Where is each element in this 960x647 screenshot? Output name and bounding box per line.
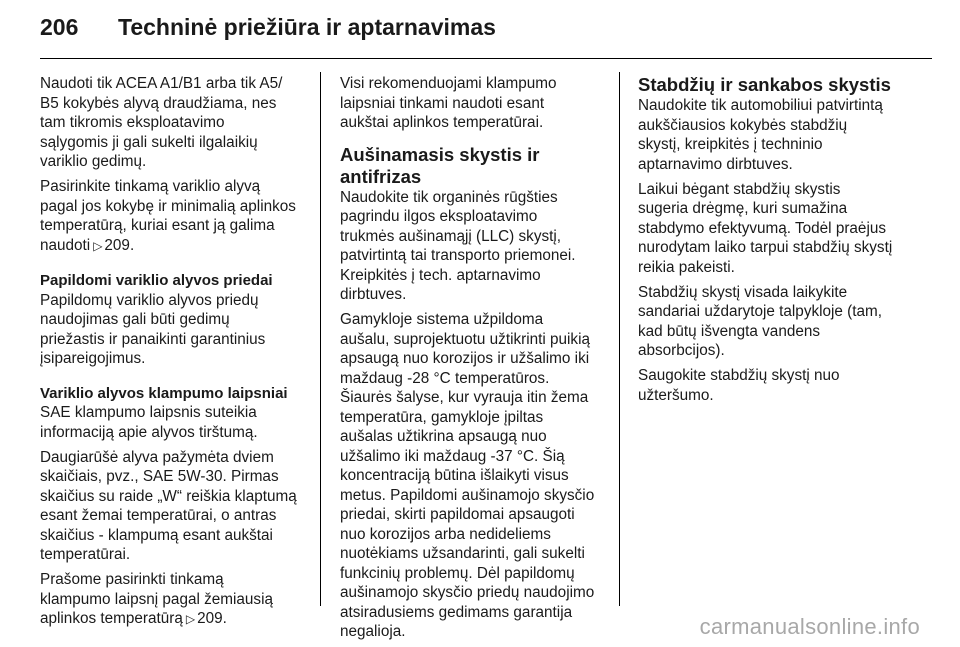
page-reference-link[interactable]: 209. bbox=[104, 236, 135, 254]
reference-arrow-icon: ▷ bbox=[93, 238, 103, 253]
paragraph: Prašome pasirinkti tinkamą klampumo laipsnį pagal žemiausią aplinkos temperatūrą ▷ 209. bbox=[40, 570, 308, 630]
paragraph: Gamykloje sistema užpildoma aušalu, suprojektuotu užtikrinti puikią apsaugą nuo korozijos ir užšalimo iki maždaug -28 °C temperatūros. Šiaurės šalyse, kur vyrauja itin žema temperatūra, gamykloje įpiltas aušalas užtikrina apsaugą nuo užšalimo iki maždaug -37 °C. Šią koncentraciją būtina išlaikyti visus metus. Papildomi aušinamojo skysčio priedai, skirti papildomai apsaugoti nuo korozijos arba nedideliems nuotėkiams užsandarinti, gali sukelti funkcinių problemų. Dėl papildomų aušinamojo skysčio priedų naudojimo atsiradusiems gedimams garantija negalioja. bbox=[340, 311, 595, 640]
column-right bbox=[638, 74, 910, 411]
header-rule bbox=[40, 58, 932, 59]
paragraph: Naudokite tik organinės rūgšties pagrindu ilgos eksploatavimo trukmės aušinamąjį (LLC) skystį, patvirtintą tai transporto priemonei. Kreipkitės į tech. aptarnavimo dirbtuves. bbox=[340, 188, 576, 303]
watermark: carmanualsonline.info bbox=[699, 614, 920, 639]
column-middle bbox=[340, 74, 608, 647]
page-number: 206 bbox=[40, 14, 79, 40]
column-divider bbox=[619, 72, 620, 606]
section-heading: Stabdžių ir sankabos skystis bbox=[638, 74, 891, 95]
section-heading: Variklio alyvos klampumo laipsniai bbox=[40, 384, 288, 402]
paragraph: Stabdžių skystį visada laikykite sandariai uždarytoje talpykloje (tam, kad būtų išvengta vandens absorbcijos). bbox=[638, 283, 883, 359]
paragraph: Laikui bėgant stabdžių skystis sugeria drėgmę, kuri sumažina stabdymo efektyvumą. Todėl praėjus nurodytam laiko tarpui stabdžių skystį reikia pakeisti. bbox=[638, 180, 893, 276]
paragraph: Papildomų variklio alyvos priedų naudojimas gali būti gedimų priežastis ir panaikinti garantinius įsipareigojimus. bbox=[40, 291, 266, 367]
page-title: Techninė priežiūra ir aptarnavimas bbox=[118, 14, 496, 40]
section-heading: Aušinamasis skystis ir antifrizas bbox=[340, 143, 540, 187]
paragraph: Naudoti tik ACEA A1/B1 arba tik A5/ B5 kokybės alyvą draudžiama, nes tam tikromis eksploatavimo sąlygomis ji gali sukelti ilgalaikių variklio gedimų. bbox=[40, 75, 283, 170]
paragraph: Naudokite tik automobiliui patvirtintą aukščiausios kokybės stabdžių skystį, kreipkitės į techninio aptarnavimo dirbtuves. bbox=[638, 97, 883, 173]
section-heading: Papildomi variklio alyvos priedai bbox=[40, 272, 273, 289]
page-header bbox=[40, 14, 496, 50]
paragraph: Saugokite stabdžių skystį nuo užteršumo. bbox=[638, 367, 840, 404]
paragraph: SAE klampumo laipsnis suteikia informaciją apie alyvos tirštumą. bbox=[40, 404, 258, 441]
reference-arrow-icon: ▷ bbox=[185, 612, 196, 626]
paragraph: Daugiarūšė alyva pažymėta dviem skaičiais, pvz., SAE 5W-30. Pirmas skaičius su raide „W“ reiškia klaptumą esant žemai temperatūrai, o antras skaičius - klampumą esant aukštai temperatūrai. bbox=[40, 448, 297, 563]
page-reference-link[interactable]: 209. bbox=[197, 610, 227, 627]
column-divider bbox=[320, 72, 321, 606]
paragraph: Visi rekomenduojami klampumo laipsniai tinkami naudoti esant aukštai aplinkos temperatūrai. bbox=[340, 75, 557, 131]
paragraph: Pasirinkite tinkamą variklio alyvą pagal jos kokybę ir minimalią aplinkos temperatūrą, kuriai esant ją galima naudoti ▷ 209. bbox=[40, 177, 308, 256]
column-left bbox=[40, 74, 308, 635]
